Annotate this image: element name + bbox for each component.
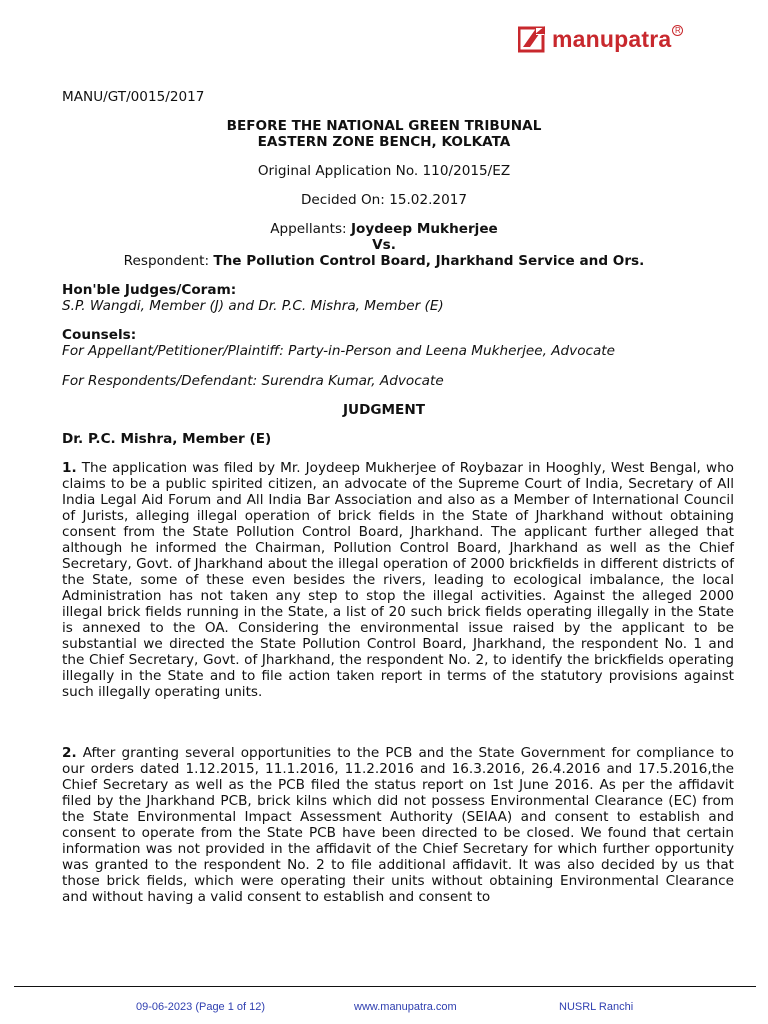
versus: Vs. (372, 237, 396, 253)
footer-date-page: 09-06-2023 (Page 1 of 12) (136, 1001, 266, 1013)
manupatra-logo (518, 24, 683, 54)
decided-date: Decided On: 15.02.2017 (300, 192, 468, 208)
footer-institution: NUSRL Ranchi (559, 1001, 634, 1013)
manupatra-logo-icon (518, 25, 548, 53)
court-name: BEFORE THE NATIONAL GREEN TRIBUNAL (226, 118, 542, 134)
paragraph-2 (62, 745, 734, 905)
respondent-name: The Pollution Control Board, Jharkhand Service and Ors. (213, 253, 645, 269)
citation: MANU/GT/0015/2017 (62, 89, 205, 105)
coram-heading: Hon'ble Judges/Coram: (62, 282, 237, 298)
appellant-counsel: For Appellant/Petitioner/Plaintiff: Party-in-Person and Leena Mukherjee, Advocate (62, 343, 616, 359)
counsels-heading: Counsels: (62, 327, 137, 343)
brand-name: manupatra (552, 25, 672, 52)
paragraph-1 (62, 460, 734, 700)
respondent-counsel: For Respondents/Defendant: Surendra Kumar, Advocate (62, 373, 444, 389)
footer-website-link[interactable]: www.manupatra.com (354, 1001, 457, 1013)
registered-mark: R (672, 25, 683, 36)
respondent-line (0, 253, 768, 269)
footer-divider (14, 986, 756, 987)
application-number: Original Application No. 110/2015/EZ (257, 163, 511, 179)
bench-name: EASTERN ZONE BENCH, KOLKATA (257, 134, 511, 150)
paragraph-1-text: The application was filed by Mr. Joydeep Mukherjee of Roybazar in Hooghly, West Bengal, who claims to be a public spirited citizen, an advocate of the Supreme Court of India, Secretary of All India Legal Aid Forum and All India Bar Association and also as a Member of International Council of Jurists, alleging illegal operation of brick fields in the State of Jharkhand without obtaining consent from the State Pollution Control Board, Jharkhand. The applicant further alleged that although he informed the Chairman, Pollution Control Board, Jharkhand as well as the Chief Secretary, Govt. of Jharkhand about the illegal operation of 2000 brickfields in different districts of the State, some of these even besides the rivers, leading to ecological imbalance, the local Administration has not taken any step to stop the illegal activities. Against the alleged 2000 illegal brick fields running in the State, a list of 20 such brick fields operating illegally in the State is annexed to the OA. Considering the environmental issue raised by the applicant to be substantial we directed the State Pollution Control Board, Jharkhand, the respondent No. 1 and the Chief Secretary, Govt. of Jharkhand, the respondent No. 2, to identify the brickfields operating illegally in the State and to file action taken report in terms of the statutory provisions against such illegally operating units. (62, 460, 735, 700)
appellants-name: Joydeep Mukherjee (350, 221, 498, 237)
paragraph-2-text: After granting several opportunities to the PCB and the State Government for compliance to our orders dated 1.12.2015, 11.1.2016, 11.2.2016 and 16.3.2016, 26.4.2016 and 17.5.2016,the Chief Secretary as well as the PCB filed the status report on 1st June 2016. As per the affidavit filed by the Jharkhand PCB, brick kilns which did not possess Environmental Clearance (EC) from the State Environmental Impact Assessment Authority (SEIAA) and consent to establish and consent to operate from the State PCB have been directed to be closed. We found that certain information was not provided in the affidavit of the Chief Secretary for which further opportunity was granted to the respondent No. 2 to file additional affidavit. It was also decided by us that those brick fields, which were operating their units without obtaining Environmental Clearance and without having a valid consent to establish and consent to (62, 745, 735, 905)
paragraph-1-number: 1. (62, 460, 77, 476)
coram-text: S.P. Wangdi, Member (J) and Dr. P.C. Mishra, Member (E) (62, 298, 444, 314)
paragraph-2-number: 2. (62, 745, 77, 761)
appellants-line (0, 221, 768, 237)
respondent-label: Respondent: (123, 253, 214, 269)
judgment-author: Dr. P.C. Mishra, Member (E) (62, 431, 272, 447)
judgment-heading: JUDGMENT (342, 402, 425, 418)
appellants-label: Appellants: (270, 221, 351, 237)
